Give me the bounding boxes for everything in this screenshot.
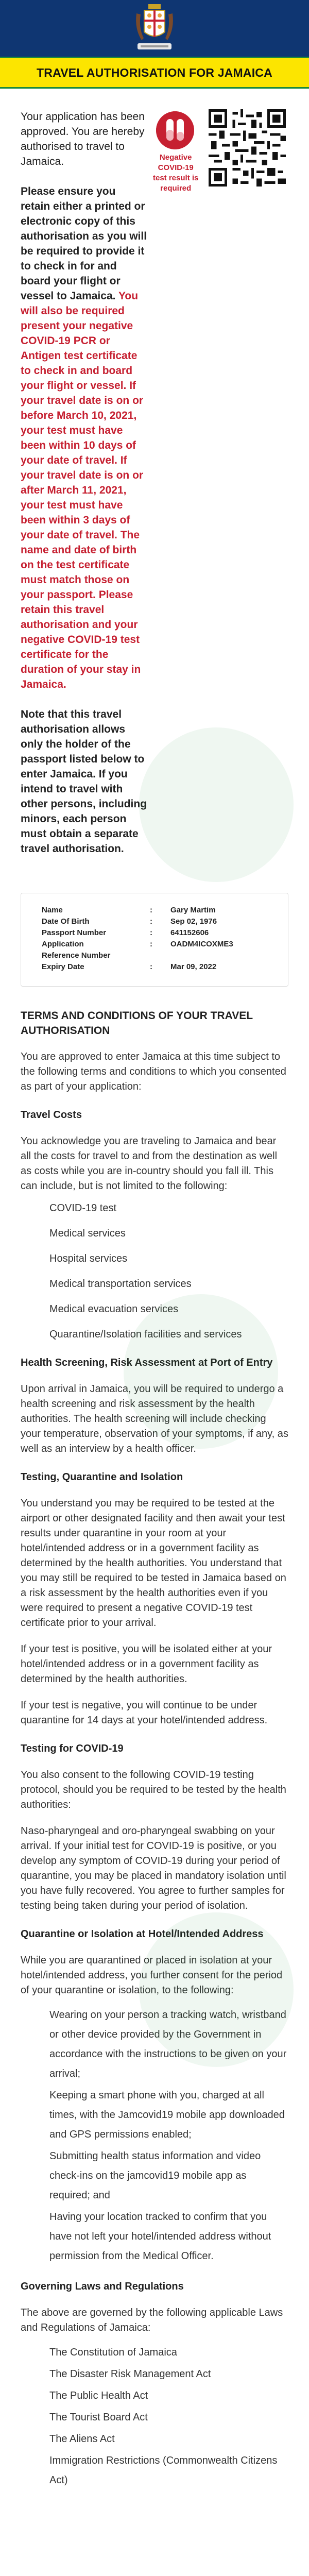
holder-note: Note that this travel authorisation allows only the holder of the passport listed below to enter Jamaica. If you intend to travel with other persons, including minors, each person must obtain a separate travel authorisation.	[21, 708, 147, 855]
terms-heading: TERMS AND CONDITIONS OF YOUR TRAVEL AUTHORISATION	[21, 1010, 253, 1037]
detail-row-name	[42, 905, 267, 916]
testing-body-1: You understand you may be required to be tested at the airport or other designated facility and then await your test results under quarantine in your room at your hotel/intended address or in a government facility as determined by the health authorities. You understand that you may still be required to be tested in Jamaica based on a risk assessment by the health authorities even if you were required to present a negative COVID-19 test certificate prior to your arrival.	[21, 1498, 286, 1629]
list-item: Immigration Restrictions (Commonwealth Citizens Act)	[49, 2455, 278, 2486]
list-item: Wearing on your person a tracking watch, wristband or other device provided by the Government in accordance with the instructions to be given on your arrival;	[49, 2009, 287, 2079]
document-body	[0, 109, 309, 2490]
retain-instructions	[21, 184, 147, 692]
intro-graphics	[152, 109, 288, 871]
approval-message: Your application has been approved. You are hereby authorised to travel to Jamaica.	[21, 111, 145, 167]
terms-section	[21, 1008, 288, 2490]
list-item: Quarantine/Isolation facilities and services	[49, 1329, 242, 1340]
list-item: The Disaster Risk Management Act	[49, 2368, 211, 2380]
list-item: Medical evacuation services	[49, 1303, 179, 1315]
screening-body: Upon arrival in Jamaica, you will be required to undergo a health screening and risk assessment by the health authorities. The health screening will include checking your temperature, observation of your symptoms, if any, as well as an interview by a health officer.	[21, 1383, 288, 1454]
list-item: Hospital services	[49, 1253, 128, 1264]
covid-testing-body-2: Naso-pharyngeal and oro-pharyngeal swabbing on your arrival. If your initial test for COVID-19 is positive, or you develop any symptom of COVID-19 during your period of quarantine, you may be placed in mandatory isolation until you have fully recovered. You agree to further samples for testing being taken during your period of isolation.	[21, 1825, 286, 1911]
page-title: TRAVEL AUTHORISATION FOR JAMAICA	[37, 65, 272, 79]
detail-label: Date Of Birth	[42, 917, 90, 926]
qr-code-icon	[209, 109, 286, 187]
test-caption: Negative COVID-19 test result is required	[153, 153, 199, 193]
quarantine-consent-list	[21, 2005, 288, 2266]
intro-text	[21, 109, 147, 871]
jamaica-coat-of-arms-icon	[131, 3, 178, 54]
travel-costs-list	[21, 1201, 288, 1342]
detail-label: Passport Number	[42, 928, 107, 937]
detail-value: Sep 02, 1976	[170, 917, 217, 926]
quarantine-hotel-body: While you are quarantined or placed in isolation at your hotel/intended address, you further consent for the period of your quarantine or isolation, to the following:	[21, 1955, 283, 1996]
list-item: COVID-19 test	[49, 1202, 117, 1214]
laws-body: The above are governed by the following applicable Laws and Regulations of Jamaica:	[21, 2307, 283, 2333]
section-title-quarantine-hotel: Quarantine or Isolation at Hotel/Intended Address	[21, 1928, 264, 1940]
section-title-testing: Testing, Quarantine and Isolation	[21, 1471, 183, 1483]
laws-list	[21, 2343, 288, 2490]
intro-section	[21, 109, 288, 871]
detail-separator: :	[150, 962, 152, 971]
list-item: Medical transportation services	[49, 1278, 192, 1290]
section-title-travel-costs: Travel Costs	[21, 1109, 82, 1121]
detail-separator: :	[150, 928, 152, 937]
detail-label: Application	[42, 940, 84, 948]
covid-testing-body-1: You also consent to the following COVID-19 testing protocol, should you be required to be tested by the health authorities:	[21, 1769, 286, 1810]
testing-body-2: If your test is positive, you will be isolated either at your hotel/intended address or in a government facility as determined by the health authorities.	[21, 1643, 272, 1685]
title-band	[0, 57, 309, 89]
detail-value: Mar 09, 2022	[170, 962, 217, 971]
covid-test-requirement: You will also be required present your negative COVID-19 PCR or Antigen test certificate to check in and board your flight or vessel. If your travel date is on or before March 10, 2021, your test must have been within 10 days of your date of travel. If your travel date is on or after March 11, 2021, your test must have been within 3 days of your date of travel. The name and date of birth on the test certificate must match those on your passport. Please retain this travel authorisation and your negative COVID-19 test certificate for the duration of your stay in Jamaica.	[21, 290, 144, 690]
detail-label: Expiry Date	[42, 962, 84, 971]
detail-separator: :	[150, 917, 152, 926]
terms-intro: You are approved to enter Jamaica at this time subject to the following terms and conditions to which you consented as part of your application:	[21, 1051, 286, 1092]
list-item: Medical services	[49, 1228, 126, 1239]
detail-separator: :	[150, 906, 152, 914]
detail-row-application	[42, 939, 267, 950]
list-item: The Tourist Board Act	[49, 2412, 148, 2423]
list-item: Submitting health status information and video check-ins on the jamcovid19 mobile app as required; and	[49, 2150, 261, 2201]
list-item: The Aliens Act	[49, 2433, 115, 2445]
travel-costs-body: You acknowledge you are traveling to Jamaica and bear all the costs for travel to and from the destination as well as costs while you are in-country should you fall ill. This can include, but is not limited to the following:	[21, 1136, 278, 1192]
list-item: Keeping a smart phone with you, charged at all times, with the Jamcovid19 mobile app downloaded and GPS permissions enabled;	[49, 2090, 285, 2140]
retain-copy-text: Please ensure you retain either a printed or electronic copy of this authorisation as you will be required to provide it to check in for and board your flight or vessel to Jamaica.	[21, 185, 147, 302]
detail-row-expiry	[42, 961, 267, 973]
list-item: The Constitution of Jamaica	[49, 2347, 177, 2358]
detail-row-reference	[42, 950, 267, 961]
testing-body-3: If your test is negative, you will continue to be under quarantine for 14 days at your hotel/intended address.	[21, 1700, 268, 1726]
detail-separator	[150, 950, 170, 961]
detail-row-dob	[42, 916, 267, 927]
detail-value: 641152606	[170, 928, 209, 937]
detail-label: Name	[42, 906, 63, 914]
traveller-details-box	[21, 893, 288, 987]
header-bar	[0, 0, 309, 57]
detail-value: Gary Martim	[170, 906, 216, 914]
detail-row-passport	[42, 927, 267, 939]
test-tube-icon	[156, 111, 194, 149]
section-title-covid-testing: Testing for COVID-19	[21, 1743, 124, 1754]
detail-separator: :	[150, 940, 152, 948]
section-title-screening: Health Screening, Risk Assessment at Port of Entry	[21, 1357, 273, 1368]
list-item: The Public Health Act	[49, 2390, 148, 2401]
detail-value: OADM4ICOXME3	[170, 940, 233, 948]
section-title-laws: Governing Laws and Regulations	[21, 2281, 184, 2292]
list-item: Having your location tracked to confirm that you have not left your hotel/intended address without permission from the Medical Officer.	[49, 2211, 271, 2262]
detail-label: Reference Number	[42, 951, 111, 960]
